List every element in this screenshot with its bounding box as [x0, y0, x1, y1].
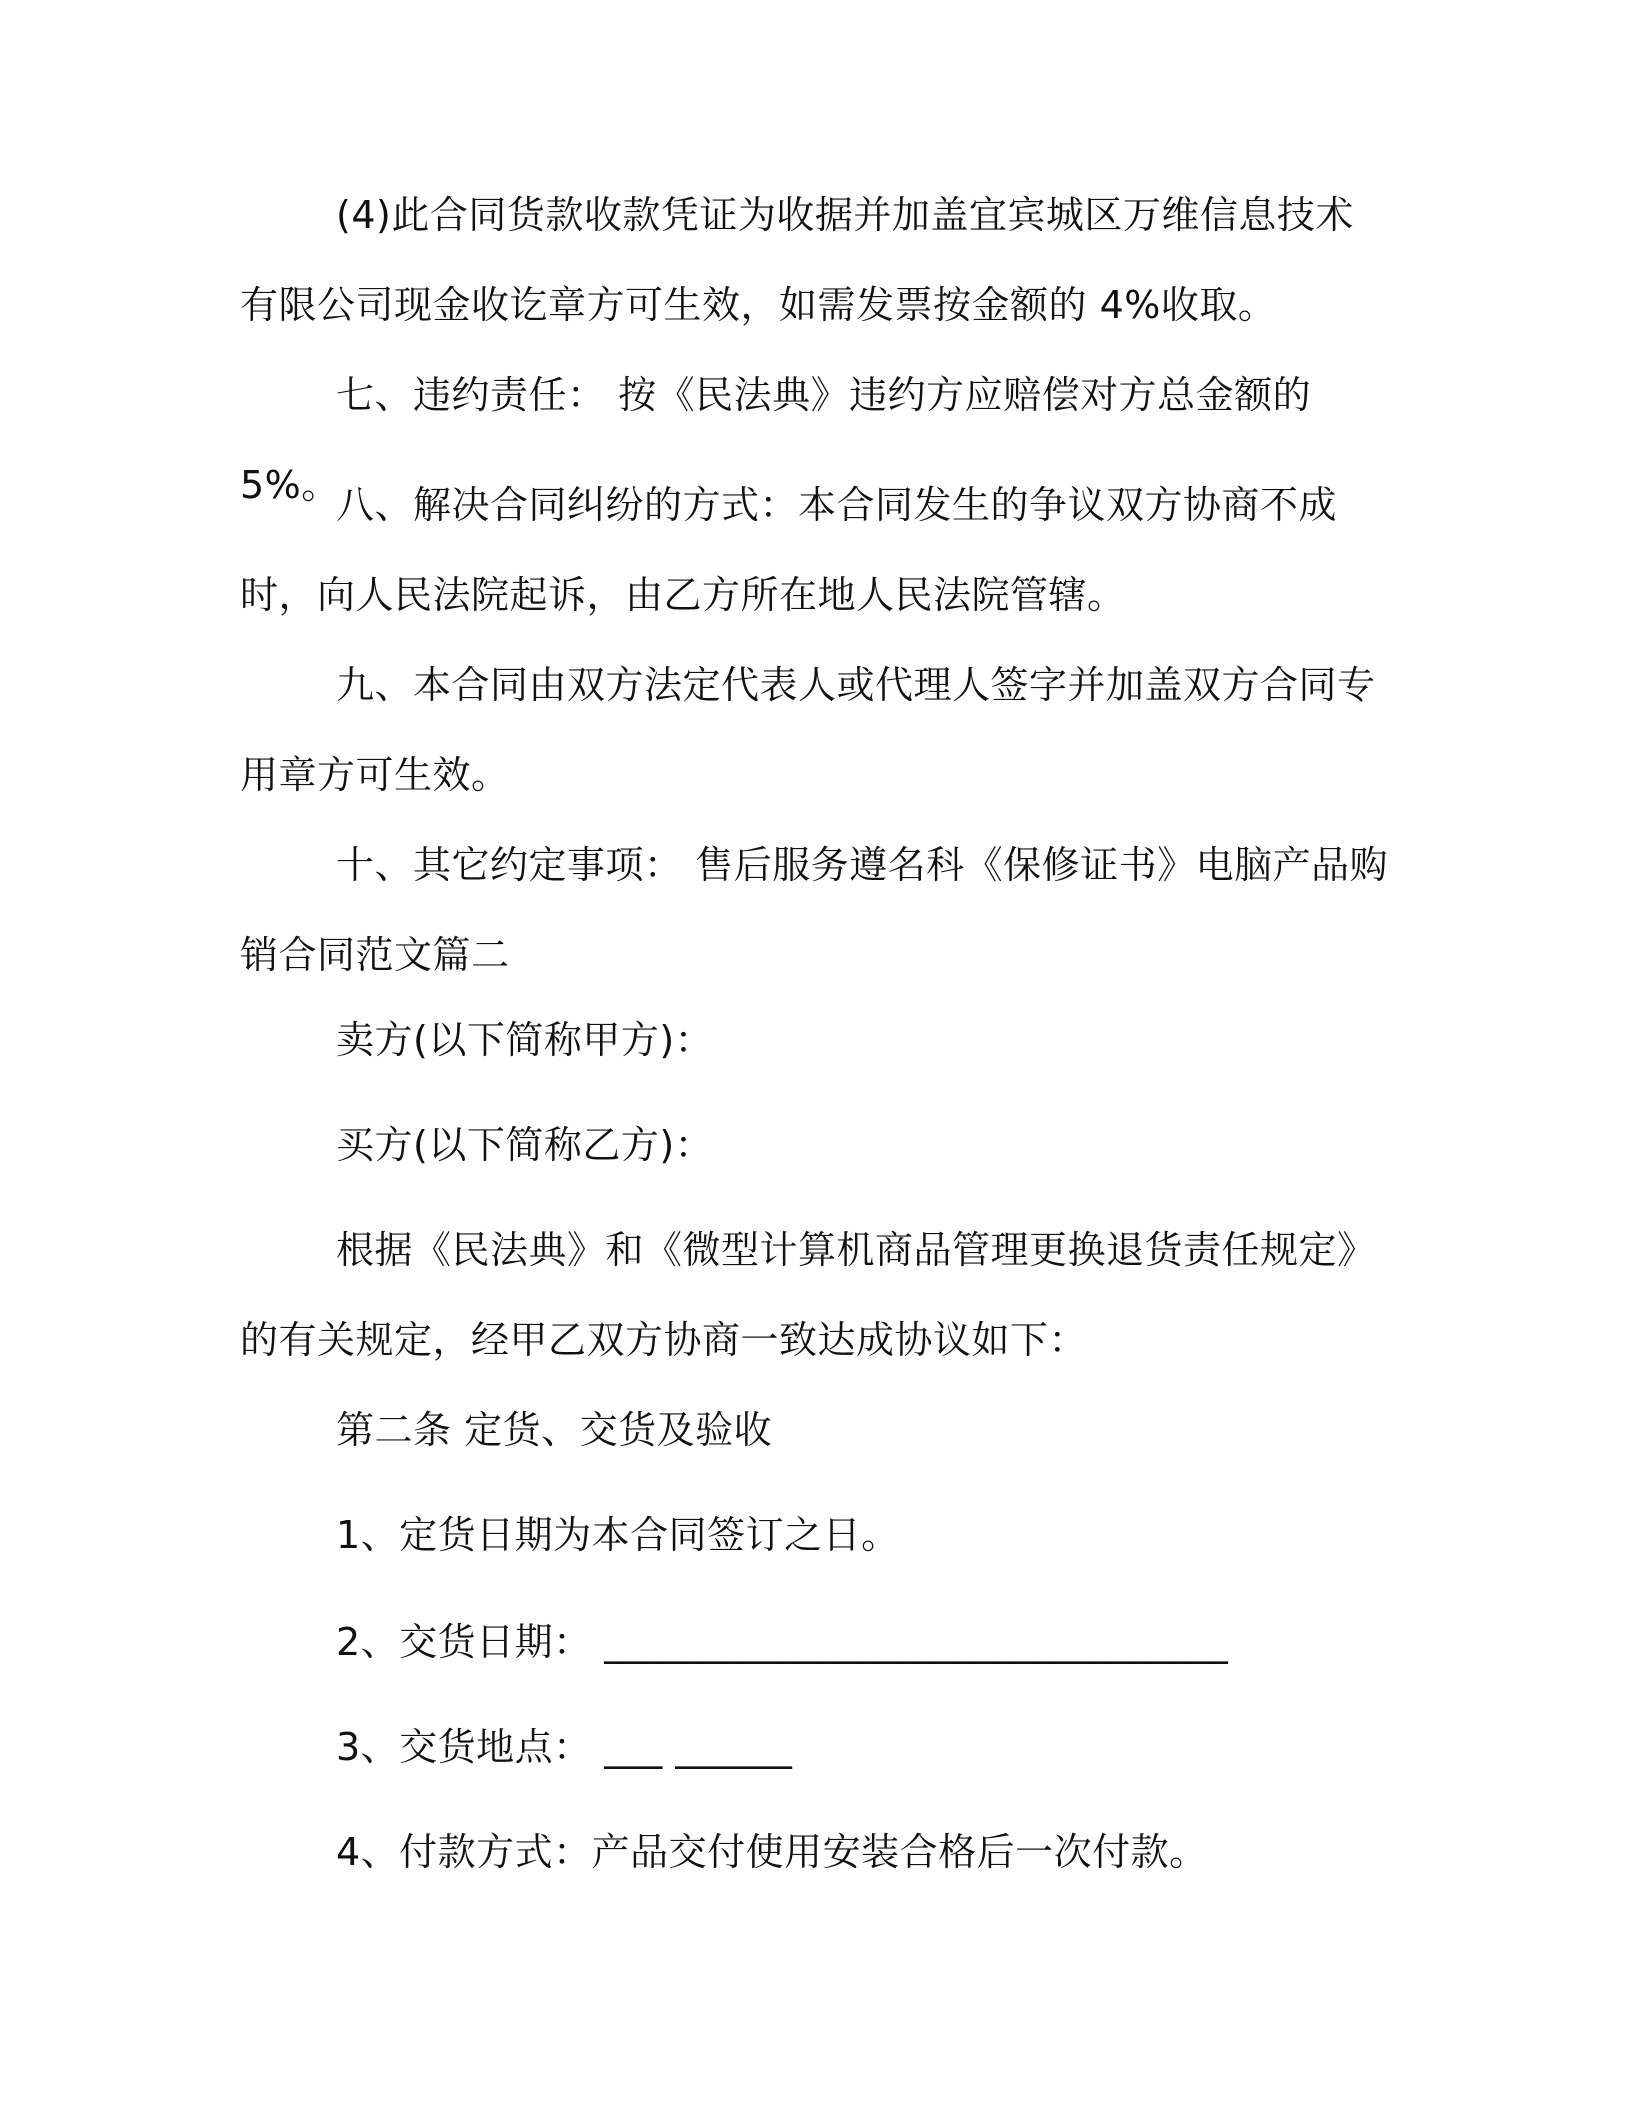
item-1-order-date: 1、定货日期为本合同签订之日。: [336, 1513, 900, 1557]
article-2-heading: 第二条 定货、交货及验收: [336, 1408, 773, 1452]
paragraph-text: 九、本合同由双方法定代表人或代理人签字并加盖双方合同专用章方可生效。: [240, 663, 1376, 797]
item-3-delivery-location: 3、交货地点： ___ ______: [336, 1725, 793, 1769]
paragraph-4-receipt: [240, 170, 1390, 350]
paragraph-text: 七、违约责任： 按《民法典》违约方应赔偿对方总金额的 5%。: [240, 373, 1312, 507]
buyer-line: 买方(以下简称乙方)：: [336, 1123, 714, 1167]
paragraph-dispute-resolution: [240, 460, 1390, 640]
seller-line: 卖方(以下简称甲方)：: [336, 1018, 714, 1062]
item-2-delivery-date: 2、交货日期： ________________________________: [336, 1620, 1229, 1664]
paragraph-text: 十、其它约定事项： 售后服务遵名科《保修证书》电脑产品购销合同范文篇二: [240, 843, 1389, 977]
paragraph-agreement-basis: [240, 1205, 1390, 1385]
paragraph-text: 八、解决合同纠纷的方式：本合同发生的争议双方协商不成时，向人民法院起诉，由乙方所在地人民法院管辖。: [240, 483, 1338, 617]
paragraph-text: 根据《民法典》和《微型计算机商品管理更换退货责任规定》的有关规定，经甲乙双方协商一致达成协议如下：: [240, 1228, 1376, 1362]
item-4-payment-method: 4、付款方式：产品交付使用安装合格后一次付款。: [336, 1830, 1208, 1874]
paragraph-other-matters: [240, 820, 1390, 1000]
paragraph-effectiveness: [240, 640, 1390, 820]
paragraph-text: (4)此合同货款收款凭证为收据并加盖宜宾城区万维信息技术有限公司现金收讫章方可生效，如需发票按金额的 4%收取。: [240, 193, 1354, 327]
